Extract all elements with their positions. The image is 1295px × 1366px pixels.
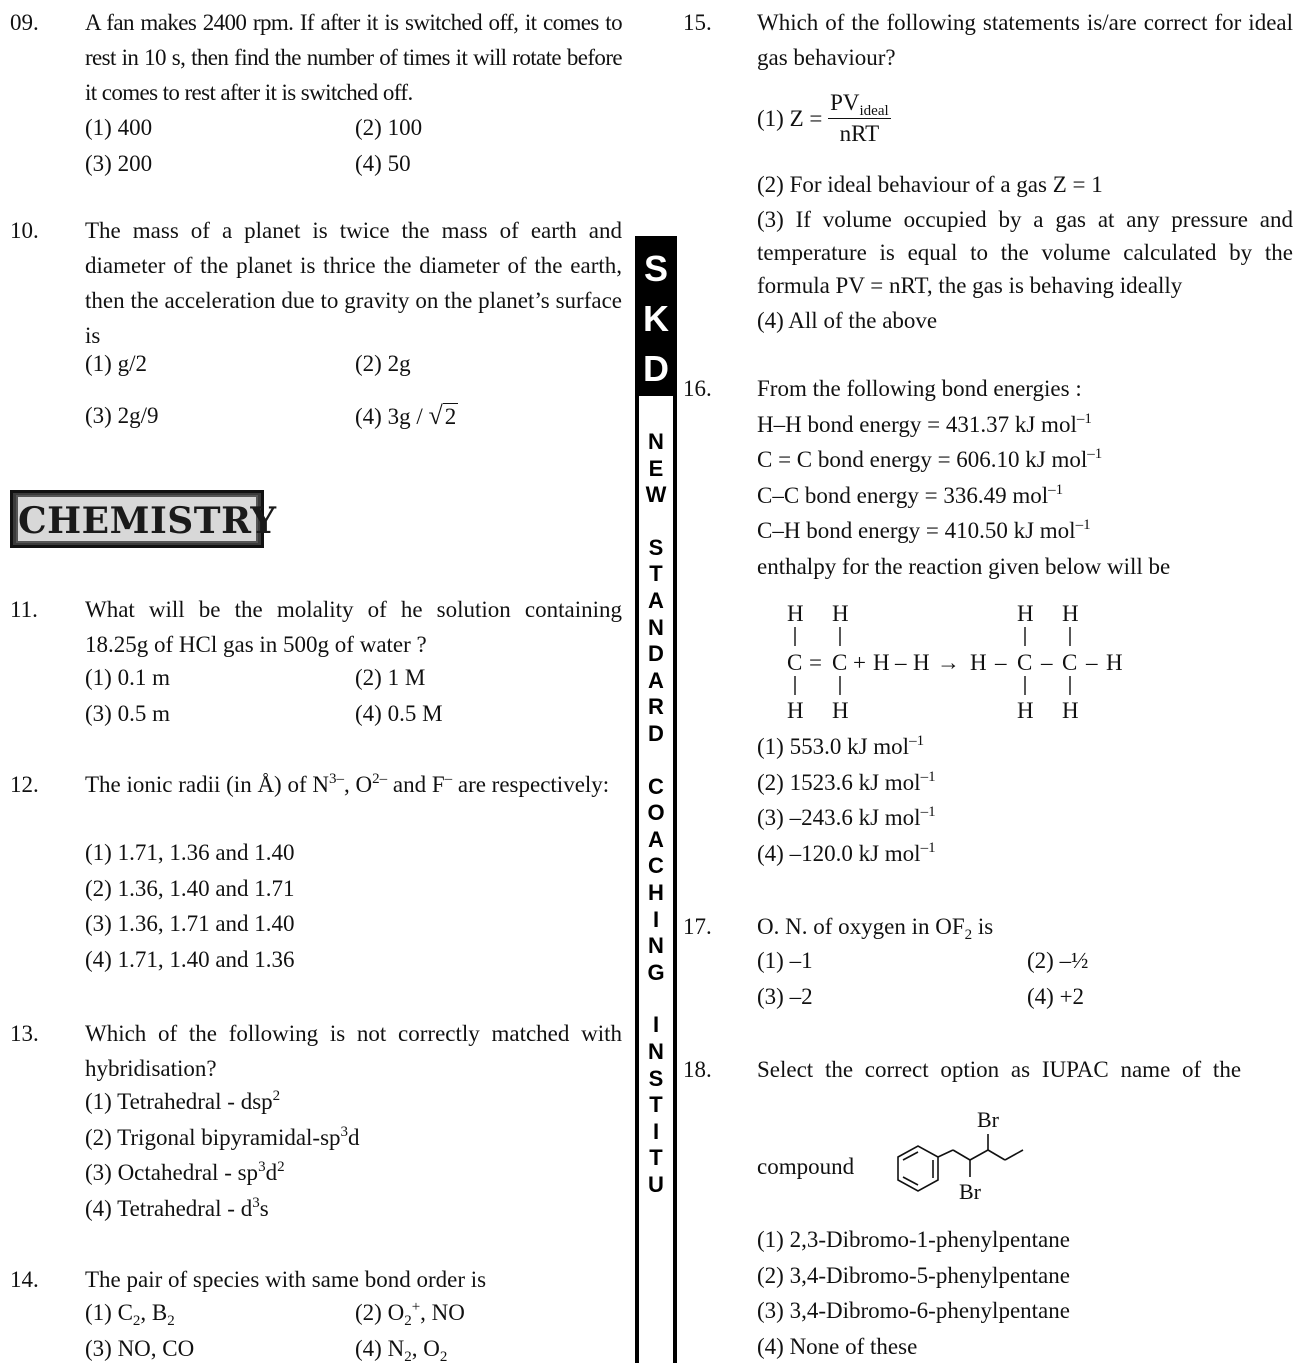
arrow: → — [937, 650, 960, 675]
option-1: (1) $C_2$, $B_2$ — [85, 1295, 355, 1331]
option-4: (4) All of the above — [757, 303, 1293, 339]
section-banner — [10, 490, 264, 548]
banner-letter: N — [635, 615, 677, 641]
question-number: 11. — [10, 592, 38, 627]
question-number: 15. — [683, 5, 712, 40]
options — [85, 835, 628, 977]
compound-label: compound — [757, 1149, 854, 1184]
atom: H — [1106, 650, 1123, 675]
option-4: (4) +2 — [1027, 979, 1295, 1015]
banner-letter: W — [635, 482, 677, 508]
question-text: What will be the molality of he solution containing 18.25g of HCl gas in 500g of water ? — [85, 592, 622, 662]
question-text: The mass of a planet is twice the mass of earth and diameter of the planet is thrice the diameter of the earth, then the acceleration due to gravity on the planet’s surface is — [85, 213, 622, 353]
banner-letter: S — [635, 535, 677, 561]
question-text: A fan makes 2400 rpm. If after it is switched off, it comes to rest in 10 s, then find the number of times it will rotate before it comes to rest after it is switched off. — [85, 5, 622, 110]
option-1: (1) 2,3-Dibromo-1-phenylpentane — [757, 1222, 1295, 1258]
atom: H — [1062, 601, 1079, 626]
option-3: (3) 2g/9 — [85, 398, 355, 434]
atom: H — [1017, 698, 1034, 723]
option-4: (4) 0.5 M — [355, 696, 628, 732]
banner-letter: K — [635, 299, 677, 339]
option-1: (1) 1.71, 1.36 and 1.40 — [85, 835, 628, 871]
banner-letter: H — [635, 880, 677, 906]
banner-letter: C — [635, 774, 677, 800]
options — [757, 943, 1295, 1014]
bond: – — [894, 650, 907, 675]
option-3: (3) –243.6 kJ mol$^{-1}$ — [757, 800, 1295, 836]
atom: C — [1017, 650, 1032, 675]
atom: H — [1062, 698, 1079, 723]
banner-letter: G — [635, 960, 677, 986]
option-4: (4) Tetrahedral - $d^3s$ — [85, 1191, 628, 1227]
option-1: (1) g/2 — [85, 346, 355, 382]
option-3: (3) NO, CO — [85, 1331, 355, 1366]
atom: H — [832, 601, 849, 626]
option-3: (3) Octahedral - $sp^3d^2$ — [85, 1155, 628, 1191]
option-1: (1) 400 — [85, 110, 355, 146]
question-text: Select the correct option as IUPAC name of the — [757, 1052, 1293, 1087]
option-2: (2) 2g — [355, 346, 628, 382]
options — [85, 346, 628, 433]
option-3: (3) 0.5 m — [85, 696, 355, 732]
bond: = — [809, 650, 822, 675]
banner-letter: D — [635, 349, 677, 389]
option-2: (2) Trigonal bipyramidal-$sp^3d$ — [85, 1120, 628, 1156]
banner-letter: T — [635, 1145, 677, 1171]
atom: H — [873, 650, 890, 675]
option-2: (2) –½ — [1027, 943, 1295, 979]
option-4: (4) None of these — [757, 1329, 1295, 1365]
question-text: From the following bond energies : H–H bond energy = 431.37 kJ mol$^{-1}$ C = C bond energy = 606.10 kJ mol$^{-1}$ C–C bond energy = 336.49 mol$^{-1}$ C–H bond energy = 410.50 kJ mol$^{-1}$ enthalpy for the reaction given below will be — [757, 371, 1293, 584]
banner-letter: O — [635, 800, 677, 826]
options — [85, 660, 628, 731]
options — [757, 88, 1293, 338]
reaction-diagram — [757, 596, 1177, 726]
question-text: O. N. of oxygen in $OF_2$ is — [757, 909, 1293, 944]
bond: – — [1085, 650, 1098, 675]
atom: H — [1017, 601, 1034, 626]
banner-letter: I — [635, 1012, 677, 1038]
banner-letter: E — [635, 456, 677, 482]
operator: + — [853, 650, 866, 675]
options — [757, 1222, 1295, 1364]
bromine-label: Br — [959, 1179, 982, 1204]
option-4: (4) 1.71, 1.40 and 1.36 — [85, 942, 628, 978]
banner-letter: N — [635, 429, 677, 455]
question-number: 09. — [10, 5, 39, 40]
option-2: (2) 100 — [355, 110, 628, 146]
question-number: 17. — [683, 909, 712, 944]
banner-letter: N — [635, 1039, 677, 1065]
atom: H — [787, 601, 804, 626]
compound-structure — [870, 1092, 1070, 1227]
option-2: (2) 1 M — [355, 660, 628, 696]
banner-letter: A — [635, 827, 677, 853]
option-1: (1) Z = $\frac{PV_{ideal}}{\text{nRT}}$ — [757, 88, 1293, 166]
atom: H — [913, 650, 930, 675]
banner-letter: A — [635, 588, 677, 614]
question-text: Which of the following statements is/are correct for ideal gas behaviour? — [757, 5, 1293, 75]
atom: C — [832, 650, 847, 675]
bromine-label: Br — [977, 1107, 1000, 1132]
option-2: (2) 3,4-Dibromo-5-phenylpentane — [757, 1258, 1295, 1294]
banner-letter: D — [635, 641, 677, 667]
option-1: (1) 0.1 m — [85, 660, 355, 696]
banner-letter: T — [635, 561, 677, 587]
bond: – — [1040, 650, 1053, 675]
option-2: (2) 1523.6 kJ mol$^{-1}$ — [757, 765, 1295, 801]
banner-letter: C — [635, 853, 677, 879]
options — [757, 729, 1295, 871]
option-3: (3) 3,4-Dibromo-6-phenylpentane — [757, 1293, 1295, 1329]
option-2: (2) For ideal behaviour of a gas Z = 1 — [757, 167, 1293, 203]
banner-letter: R — [635, 694, 677, 720]
vertical-institute-banner — [635, 236, 677, 1363]
option-4: (4) $N_2$, $O_2$ — [355, 1331, 628, 1366]
banner-letter: D — [635, 721, 677, 747]
question-text: Which of the following is not correctly matched with hybridisation? — [85, 1016, 622, 1086]
atom: C — [787, 650, 802, 675]
banner-letter: N — [635, 933, 677, 959]
question-number: 16. — [683, 371, 712, 406]
options — [85, 1084, 628, 1226]
banner-letter: S — [635, 1066, 677, 1092]
options — [85, 110, 628, 181]
option-3: (3) 200 — [85, 146, 355, 182]
option-1: (1) 553.0 kJ mol$^{-1}$ — [757, 729, 1295, 765]
question-number: 13. — [10, 1016, 39, 1051]
atom: C — [1062, 650, 1077, 675]
banner-letter: S — [635, 249, 677, 289]
section-title: CHEMISTRY — [16, 495, 258, 543]
fraction: $\frac{PV_{ideal}}{\text{nRT}}$ — [828, 88, 891, 149]
option-4: (4) –120.0 kJ mol$^{-1}$ — [757, 836, 1295, 872]
atom: H — [970, 650, 987, 675]
option-4: (4) 50 — [355, 146, 628, 182]
option-2: (2) 1.36, 1.40 and 1.71 — [85, 871, 628, 907]
radical: 2 — [443, 403, 459, 430]
banner-letter: I — [635, 1119, 677, 1145]
option-4: (4) 3g / √2 — [355, 398, 628, 434]
atom: H — [787, 698, 804, 723]
question-number: 14. — [10, 1262, 39, 1297]
question-text: The pair of species with same bond order is — [85, 1262, 622, 1297]
options — [85, 1295, 628, 1366]
banner-letter: I — [635, 907, 677, 933]
banner-letter: A — [635, 668, 677, 694]
option-1: (1) –1 — [757, 943, 1027, 979]
atom: H — [832, 698, 849, 723]
option-3: (3) –2 — [757, 979, 1027, 1015]
banner-letter: U — [635, 1172, 677, 1198]
question-number: 10. — [10, 213, 39, 248]
question-number: 12. — [10, 767, 39, 802]
option-3: (3) 1.36, 1.71 and 1.40 — [85, 906, 628, 942]
option-2: (2) $O_2^+$, NO — [355, 1295, 628, 1331]
option-3: (3) If volume occupied by a gas at any pressure and temperature is equal to the volume calculated by the formula PV = nRT, the gas is behaving ideally — [757, 203, 1293, 302]
option-1: (1) Tetrahedral - dsp$^2$ — [85, 1084, 628, 1120]
question-text: The ionic radii (in Å) of $N^{3-}$, $O^{2-}$ and F– are respectively: — [85, 767, 622, 802]
bond: – — [994, 650, 1007, 675]
question-number: 18. — [683, 1052, 712, 1087]
banner-letter: T — [635, 1092, 677, 1118]
